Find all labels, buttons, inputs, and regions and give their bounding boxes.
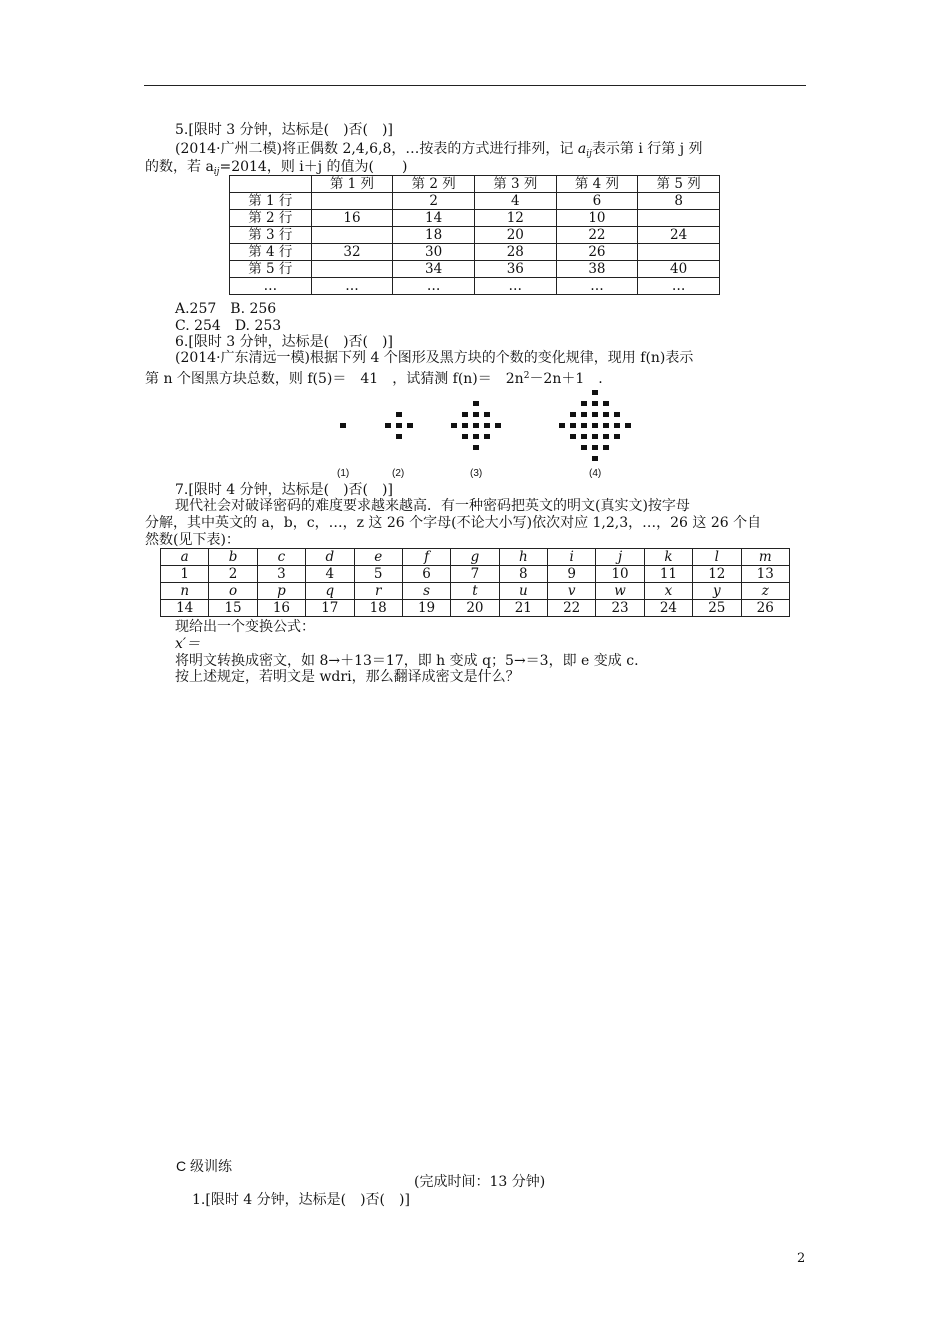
q5-table-cell: 20 [474,227,556,244]
q5-table-cell: 14 [393,210,475,227]
black-square [396,434,402,439]
q5-table-cell: … [393,278,475,295]
q5-table-cell: 第 4 列 [556,176,638,193]
q5-table-cell: … [230,278,312,295]
fig-label-1: (1) [337,468,350,479]
cipher-cell: 21 [499,600,547,617]
cipher-cell: 24 [644,600,692,617]
letters-row-2 [161,583,790,600]
q5-table-cell: 第 2 列 [393,176,475,193]
q5-table-cell: … [556,278,638,295]
cipher-cell: 9 [548,566,596,583]
cipher-cell: p [257,583,305,600]
cipher-cell: v [548,583,596,600]
q5-table-cell: 第 4 行 [230,244,312,261]
cipher-cell: d [306,549,354,566]
black-square [592,423,598,428]
black-square [581,412,587,417]
cipher-cell: c [257,549,305,566]
q5-table-cell: 32 [311,244,393,261]
q6-header: 6.[限时 3 分钟，达标是( )否( )] [175,334,393,350]
q5-table-cell: 第 3 列 [474,176,556,193]
cipher-cell: z [741,583,790,600]
black-square [603,401,609,406]
q5-table-cell [311,227,393,244]
cipher-cell: i [548,549,596,566]
black-square [614,434,620,439]
cipher-cell: 16 [257,600,305,617]
cipher-cell: 1 [161,566,209,583]
q5-table-row [230,278,720,295]
section-c-q1: 1.[限时 4 分钟，达标是( )否( )] [192,1192,410,1208]
cipher-cell: b [209,549,257,566]
q5-table-cell: 10 [556,210,638,227]
q5-table-cell [311,193,393,210]
cipher-cell: m [741,549,790,566]
cipher-cell: 17 [306,600,354,617]
numbers-row-1 [161,566,790,583]
q5-line2: 的数，若 $a_{ij}=2014$，则 i＋j 的值为( ) [145,159,408,177]
cipher-cell: q [306,583,354,600]
q5-table-cell: 8 [638,193,720,210]
q5-table-cell: … [474,278,556,295]
q5-table-cell [638,244,720,261]
cipher-cell: y [693,583,741,600]
black-square [603,423,609,428]
cipher-cell: 11 [644,566,692,583]
black-square [396,412,402,417]
letters-row-1 [161,549,790,566]
black-square [559,423,565,428]
page-number: 2 [797,1251,806,1266]
q5-table-cell: 38 [556,261,638,278]
cipher-cell: 3 [257,566,305,583]
black-square [484,434,490,439]
black-square [396,423,402,428]
cipher-cell: 20 [451,600,499,617]
section-c-title: C 级训练 [176,1158,232,1174]
black-square [473,423,479,428]
q5-table-cell: 26 [556,244,638,261]
black-square [462,412,468,417]
q5-table-cell: 22 [556,227,638,244]
q5-options-ab: A.257 B. 256 [175,301,277,317]
q7-after1: 现给出一个变换公式： [175,619,315,635]
header-rule [144,85,806,86]
cipher-cell: 8 [499,566,547,583]
q5-table [229,175,720,295]
q5-table-cell [638,210,720,227]
cipher-cell: 18 [354,600,402,617]
cipher-cell: 15 [209,600,257,617]
q5-table-row [230,261,720,278]
cipher-cell: l [693,549,741,566]
cipher-cell: 19 [402,600,450,617]
cipher-cell: 10 [596,566,644,583]
black-square [592,390,598,395]
black-square [614,412,620,417]
black-square [407,423,413,428]
q5-table-cell: 30 [393,244,475,261]
q5-table-cell [230,176,312,193]
black-square [473,412,479,417]
black-square [340,423,346,428]
q5-table-cell: 36 [474,261,556,278]
black-square [570,412,576,417]
black-square [581,445,587,450]
q5-table-cell: 第 2 行 [230,210,312,227]
q5-table-cell: 18 [393,227,475,244]
black-square [581,423,587,428]
fig-label-4: (4) [589,468,602,479]
q5-table-cell: 6 [556,193,638,210]
black-square [385,423,391,428]
cipher-cell: u [499,583,547,600]
q5-table-row [230,227,720,244]
q5-table-row [230,210,720,227]
cipher-cell: t [451,583,499,600]
black-square [614,423,620,428]
cipher-cell: x [644,583,692,600]
q5-options-cd: C. 254 D. 253 [175,318,282,334]
q7-header: 7.[限时 4 分钟，达标是( )否( )] [175,482,393,498]
q5-table-cell: 40 [638,261,720,278]
q5-table-cell: … [638,278,720,295]
q5-table-cell: 34 [393,261,475,278]
cipher-cell: g [451,549,499,566]
q5-table-cell: 第 5 行 [230,261,312,278]
cipher-cell: 22 [548,600,596,617]
fig-label-3: (3) [470,468,483,479]
black-square [603,445,609,450]
black-square [462,423,468,428]
q6-line1: (2014·广东清远一模)根据下列 4 个图形及黑方块的个数的变化规律，现用 f(n)表示 [175,350,694,366]
q7-line2: 分解，其中英文的 a，b，c，…，z 这 26 个字母(不论大小写)依次对应 1,2,3，…，26 这 26 个自 [145,515,762,531]
black-square [473,401,479,406]
q5-table-cell: 第 5 列 [638,176,720,193]
black-square [603,412,609,417]
cipher-cell: 6 [402,566,450,583]
cipher-cell: w [596,583,644,600]
cipher-cell: o [209,583,257,600]
q5-table-header [230,176,720,193]
cipher-cell: r [354,583,402,600]
q5-table-cell: 24 [638,227,720,244]
q7-line3: 然数(见下表)： [145,532,240,548]
cipher-cell: 4 [306,566,354,583]
cipher-cell: e [354,549,402,566]
q5-table-cell: 28 [474,244,556,261]
q5-table-cell: … [311,278,393,295]
black-square [484,423,490,428]
black-square [592,445,598,450]
q6-line2: 第 n 个图黑方块总数，则 f(5)＝ 41 ，试猜测 f(n)＝ $2n^2-2n+1$ . [145,371,603,387]
cipher-cell: n [161,583,209,600]
q5-table-cell: 第 3 行 [230,227,312,244]
black-square [473,445,479,450]
cipher-cell: h [499,549,547,566]
black-square [451,423,457,428]
cipher-cell: f [402,549,450,566]
q5-table-cell: 第 1 列 [311,176,393,193]
q5-table-cell: 4 [474,193,556,210]
cipher-cell: 2 [209,566,257,583]
q5-header: 5.[限时 3 分钟，达标是( )否( )] [175,122,393,138]
cipher-cell: 25 [693,600,741,617]
q5-table-cell: 2 [393,193,475,210]
q7-formula: x′＝ [175,636,201,652]
black-square [592,401,598,406]
q5-table-cell [311,261,393,278]
cipher-cell: 7 [451,566,499,583]
cipher-cell: 26 [741,600,790,617]
q5-table-cell: 12 [474,210,556,227]
cipher-cell: k [644,549,692,566]
q7-cipher-table [160,548,790,617]
fig-label-2: (2) [392,468,405,479]
q7-after4: 按上述规定，若明文是 wdri，那么翻译成密文是什么？ [175,669,520,685]
black-square [570,434,576,439]
cipher-cell: 12 [693,566,741,583]
black-square [462,434,468,439]
cipher-cell: 14 [161,600,209,617]
cipher-cell: s [402,583,450,600]
black-square [592,434,598,439]
black-square [581,434,587,439]
q5-table-cell: 第 1 行 [230,193,312,210]
q7-line1: 现代社会对破译密码的难度要求越来越高．有一种密码把英文的明文(真实文)按字母 [175,498,690,514]
section-c-time: (完成时间：13 分钟) [414,1174,546,1190]
q5-table-row [230,193,720,210]
cipher-cell: 13 [741,566,790,583]
q5-line1: (2014·广州二模)将正偶数 2,4,6,8，…按表的方式进行排列，记 $a_{ij}$表示第 i 行第 j 列 [175,141,703,159]
black-square [495,423,501,428]
black-square [592,412,598,417]
cipher-cell: 5 [354,566,402,583]
q7-after3: 将明文转换成密文，如 8→＋13＝17，即 h 变成 q；5→＝3，即 e 变成 c. [175,653,639,669]
numbers-row-2 [161,600,790,617]
black-square [603,434,609,439]
black-square [625,423,631,428]
black-square [473,434,479,439]
black-square [592,456,598,461]
cipher-cell: a [161,549,209,566]
q5-table-cell: 16 [311,210,393,227]
black-square [570,423,576,428]
black-square [484,412,490,417]
cipher-cell: j [596,549,644,566]
q5-table-row [230,244,720,261]
cipher-cell: 23 [596,600,644,617]
black-square [581,401,587,406]
